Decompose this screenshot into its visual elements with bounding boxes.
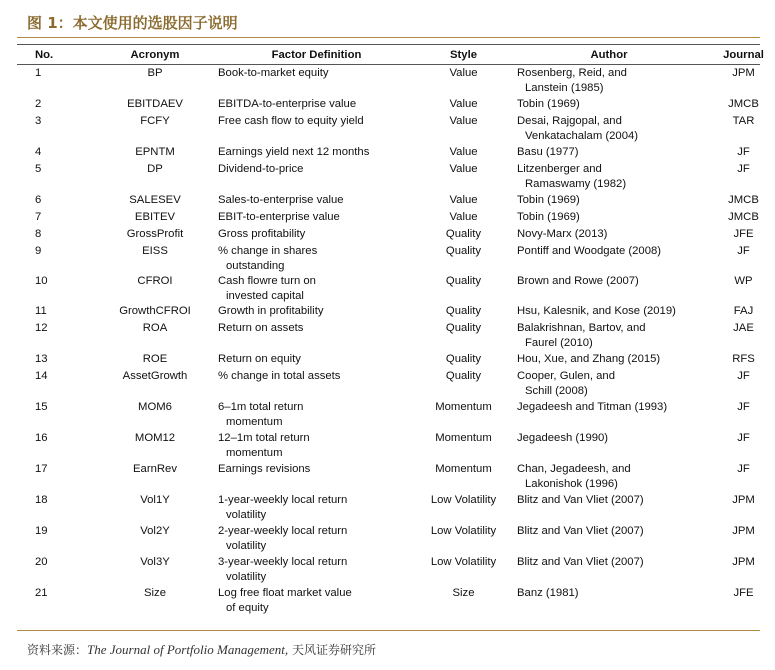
cell-acronym: Vol3Y — [140, 556, 170, 568]
cell-author-line1: Tobin (1969) — [517, 98, 580, 110]
cell-definition-line1: Earnings revisions — [218, 463, 311, 475]
cell-author — [512, 555, 701, 586]
cell-acronym: MOM6 — [138, 401, 172, 413]
cell-definition-line1: Earnings yield next 12 months — [218, 146, 370, 158]
cell-no: 11 — [35, 305, 47, 317]
cell-definition-line1: 2-year-weekly local return — [218, 525, 348, 537]
cell-no: 3 — [35, 115, 42, 127]
table-row — [17, 493, 775, 524]
cell-author-line1: Blitz and Van Vliet (2007) — [517, 556, 644, 568]
cell-definition-line1: Return on assets — [218, 322, 304, 334]
cell-definition-line2: of equity — [226, 602, 269, 614]
cell-journal: RFS — [732, 353, 755, 365]
cell-definition — [215, 304, 415, 321]
table-row — [17, 145, 775, 162]
cell-no: 15 — [35, 401, 48, 413]
cell-journal: JFE — [733, 228, 754, 240]
cell-acronym: ROA — [142, 322, 168, 334]
cell-acronym: Vol2Y — [140, 525, 170, 537]
cell-definition — [215, 524, 415, 555]
cell-journal: JMCB — [728, 211, 759, 223]
cell-style: Quality — [445, 228, 482, 240]
cell-style: Momentum — [435, 432, 492, 444]
cell-definition-line1: 6–1m total return — [218, 401, 304, 413]
cell-definition — [215, 114, 415, 145]
table-row — [17, 524, 775, 555]
cell-style: Low Volatility — [430, 525, 497, 537]
header-row — [17, 45, 775, 64]
cell-author-line1: Blitz and Van Vliet (2007) — [517, 494, 644, 506]
cell-definition-line1: 12–1m total return — [218, 432, 310, 444]
cell-journal: JF — [737, 146, 750, 158]
cell-author-line2: Venkatachalam (2004) — [525, 130, 639, 142]
cell-definition-line2: volatility — [226, 509, 267, 521]
cell-author — [512, 493, 701, 524]
cell-acronym: EarnRev — [133, 463, 177, 475]
cell-style: Quality — [445, 275, 482, 287]
cell-author — [512, 462, 701, 493]
cell-journal: JF — [737, 463, 750, 475]
cell-style: Momentum — [435, 401, 492, 413]
cell-author — [512, 321, 701, 352]
cell-no: 19 — [35, 525, 48, 537]
cell-author — [512, 97, 701, 114]
cell-definition-line1: 1-year-weekly local return — [218, 494, 348, 506]
cell-no: 5 — [35, 163, 42, 175]
table-row — [17, 304, 775, 321]
cell-definition-line1: Sales-to-enterprise value — [218, 194, 344, 206]
table-body — [17, 66, 775, 617]
cell-acronym: BP — [147, 67, 163, 79]
cell-no: 17 — [35, 463, 48, 475]
cell-no: 1 — [35, 67, 42, 79]
cell-author-line2: Faurel (2010) — [525, 337, 593, 349]
cell-author — [512, 586, 701, 617]
cell-no: 8 — [35, 228, 42, 240]
cell-journal: JPM — [732, 556, 755, 568]
cell-definition-line1: Growth in profitability — [218, 305, 324, 317]
cell-definition-line1: 3-year-weekly local return — [218, 556, 348, 568]
cell-definition — [215, 321, 415, 352]
factor-table — [17, 45, 775, 617]
cell-style: Quality — [445, 370, 482, 382]
cell-author-line1: Tobin (1969) — [517, 211, 580, 223]
cell-journal: JFE — [733, 587, 754, 599]
cell-journal: JPM — [732, 67, 755, 79]
cell-definition — [215, 493, 415, 524]
cell-style: Value — [449, 67, 478, 79]
table-row — [17, 369, 775, 400]
cell-definition — [215, 586, 415, 617]
cell-no: 14 — [35, 370, 48, 382]
table-row — [17, 114, 775, 145]
source-journal: The Journal of Portfolio Management, — [87, 642, 289, 657]
cell-style: Quality — [445, 353, 482, 365]
cell-definition — [215, 244, 415, 274]
cell-author-line1: Pontiff and Woodgate (2008) — [517, 245, 662, 257]
cell-style: Value — [449, 115, 478, 127]
cell-style: Quality — [445, 305, 482, 317]
cell-style: Quality — [445, 322, 482, 334]
cell-definition — [215, 431, 415, 462]
cell-author-line1: Hou, Xue, and Zhang (2015) — [517, 353, 661, 365]
cell-definition-line2: invested capital — [226, 290, 304, 302]
cell-author-line2: Schill (2008) — [525, 385, 588, 397]
cell-author — [512, 114, 701, 145]
table-row — [17, 193, 775, 210]
cell-acronym: GrossProfit — [126, 228, 184, 240]
cell-author-line1: Blitz and Van Vliet (2007) — [517, 525, 644, 537]
cell-acronym: CFROI — [137, 275, 173, 287]
cell-no: 2 — [35, 98, 42, 110]
table-row — [17, 321, 775, 352]
cell-journal: JMCB — [728, 98, 759, 110]
cell-author — [512, 400, 701, 431]
cell-acronym: ROE — [142, 353, 168, 365]
cell-author — [512, 162, 701, 193]
header-acronym: Acronym — [130, 48, 180, 61]
cell-style: Size — [452, 587, 475, 599]
cell-definition — [215, 462, 415, 493]
cell-author-line1: Balakrishnan, Bartov, and — [517, 322, 646, 334]
cell-journal: JF — [737, 432, 750, 444]
table-row — [17, 97, 775, 114]
cell-definition — [215, 193, 415, 210]
cell-definition — [215, 274, 415, 304]
header-style: Style — [449, 48, 477, 61]
cell-definition-line1: Gross profitability — [218, 228, 306, 240]
cell-style: Value — [449, 146, 478, 158]
cell-author-line2: Lanstein (1985) — [525, 82, 604, 94]
cell-acronym: AssetGrowth — [122, 370, 188, 382]
header-author: Author — [590, 48, 628, 61]
cell-definition-line2: volatility — [226, 540, 267, 552]
cell-author-line1: Desai, Rajgopal, and — [517, 115, 622, 127]
cell-acronym: GrowthCFROI — [119, 305, 191, 317]
cell-author-line1: Jegadeesh (1990) — [517, 432, 609, 444]
table-row — [17, 162, 775, 193]
cell-definition-line1: % change in shares — [218, 245, 318, 257]
cell-journal: JF — [737, 370, 750, 382]
cell-no: 10 — [35, 275, 48, 287]
cell-style: Value — [449, 194, 478, 206]
cell-acronym: Vol1Y — [140, 494, 170, 506]
cell-style: Low Volatility — [430, 494, 497, 506]
cell-journal: JMCB — [728, 194, 759, 206]
table-row — [17, 66, 775, 97]
header-no: No. — [35, 48, 54, 61]
cell-definition — [215, 145, 415, 162]
title-rule — [17, 37, 760, 38]
table-row — [17, 555, 775, 586]
cell-author — [512, 352, 701, 369]
cell-no: 20 — [35, 556, 48, 568]
cell-acronym: EPNTM — [135, 146, 175, 158]
cell-definition — [215, 210, 415, 227]
cell-acronym: EBITDAEV — [127, 98, 183, 110]
cell-author-line2: Lakonishok (1996) — [525, 478, 618, 490]
cell-journal: JF — [737, 401, 750, 413]
cell-author — [512, 304, 701, 321]
cell-definition — [215, 352, 415, 369]
cell-definition-line1: Free cash flow to equity yield — [218, 115, 364, 127]
cell-acronym: MOM12 — [134, 432, 176, 444]
table-row — [17, 352, 775, 369]
table-row — [17, 400, 775, 431]
table-row — [17, 227, 775, 244]
cell-style: Low Volatility — [430, 556, 497, 568]
header-journal: Journal — [723, 48, 764, 61]
source-suffix: 天风证券研究所 — [288, 643, 376, 657]
cell-author — [512, 369, 701, 400]
cell-no: 21 — [35, 587, 48, 599]
cell-acronym: Size — [144, 587, 166, 599]
cell-no: 7 — [35, 211, 42, 223]
cell-definition — [215, 227, 415, 244]
cell-style: Value — [449, 98, 478, 110]
cell-author-line1: Cooper, Gulen, and — [517, 370, 615, 382]
cell-author — [512, 210, 701, 227]
cell-journal: FAJ — [733, 305, 754, 317]
cell-no: 16 — [35, 432, 48, 444]
cell-author — [512, 66, 701, 97]
cell-author-line1: Brown and Rowe (2007) — [517, 275, 639, 287]
cell-acronym: SALESEV — [129, 194, 181, 206]
cell-definition-line2: momentum — [226, 447, 283, 459]
cell-author-line2: Ramaswamy (1982) — [525, 178, 627, 190]
cell-author — [512, 274, 701, 304]
cell-definition-line2: momentum — [226, 416, 283, 428]
figure-title: 图 1：本文使用的选股因子说明 — [27, 14, 238, 32]
cell-definition-line2: outstanding — [226, 260, 285, 272]
cell-author-line1: Banz (1981) — [517, 587, 579, 599]
cell-journal: TAR — [732, 115, 755, 127]
cell-style: Value — [449, 163, 478, 175]
cell-definition-line1: EBIT-to-enterprise value — [218, 211, 340, 223]
table-row — [17, 586, 775, 617]
cell-author — [512, 524, 701, 555]
cell-author — [512, 244, 701, 274]
header-definition: Factor Definition — [271, 48, 362, 61]
cell-author-line1: Hsu, Kalesnik, and Kose (2019) — [517, 305, 676, 317]
cell-definition-line1: Book-to-market equity — [218, 67, 329, 79]
footer-rule — [17, 630, 760, 631]
table-row — [17, 431, 775, 462]
cell-author — [512, 227, 701, 244]
source-prefix: 资料来源： — [27, 643, 88, 657]
cell-author — [512, 145, 701, 162]
cell-definition-line1: % change in total assets — [218, 370, 341, 382]
cell-author-line1: Novy-Marx (2013) — [517, 228, 608, 240]
cell-author-line1: Chan, Jegadeesh, and — [517, 463, 631, 475]
cell-author — [512, 193, 701, 210]
cell-style: Momentum — [435, 463, 492, 475]
table-row — [17, 462, 775, 493]
cell-definition-line1: Return on equity — [218, 353, 301, 365]
cell-author-line1: Jegadeesh and Titman (1993) — [517, 401, 668, 413]
table-row — [17, 244, 775, 274]
cell-no: 4 — [35, 146, 42, 158]
cell-journal: JF — [737, 245, 750, 257]
cell-definition — [215, 66, 415, 97]
cell-style: Quality — [445, 245, 482, 257]
cell-definition — [215, 369, 415, 400]
cell-definition — [215, 555, 415, 586]
cell-acronym: DP — [147, 163, 163, 175]
cell-acronym: EISS — [142, 245, 168, 257]
cell-author-line1: Rosenberg, Reid, and — [517, 67, 627, 79]
cell-journal: JAE — [733, 322, 754, 334]
cell-no: 9 — [35, 245, 42, 257]
cell-definition-line2: volatility — [226, 571, 267, 583]
cell-no: 18 — [35, 494, 48, 506]
source-note — [27, 641, 376, 658]
table-row — [17, 274, 775, 304]
cell-no: 6 — [35, 194, 42, 206]
cell-definition — [215, 400, 415, 431]
cell-journal: JPM — [732, 525, 755, 537]
cell-definition-line1: Cash flowre turn on — [218, 275, 316, 287]
cell-no: 13 — [35, 353, 48, 365]
cell-journal: JPM — [732, 494, 755, 506]
cell-author-line1: Litzenberger and — [517, 163, 602, 175]
cell-definition-line1: EBITDA-to-enterprise value — [218, 98, 357, 110]
table-row — [17, 210, 775, 227]
cell-journal: JF — [737, 163, 750, 175]
cell-definition — [215, 97, 415, 114]
cell-no: 12 — [35, 322, 48, 334]
cell-acronym: EBITEV — [134, 211, 176, 223]
cell-definition — [215, 162, 415, 193]
cell-definition-line1: Dividend-to-price — [218, 163, 304, 175]
cell-journal: WP — [734, 275, 753, 287]
cell-author — [512, 431, 701, 462]
cell-definition-line1: Log free float market value — [218, 587, 352, 599]
cell-author-line1: Tobin (1969) — [517, 194, 580, 206]
cell-acronym: FCFY — [140, 115, 170, 127]
cell-author-line1: Basu (1977) — [517, 146, 579, 158]
cell-style: Value — [449, 211, 478, 223]
